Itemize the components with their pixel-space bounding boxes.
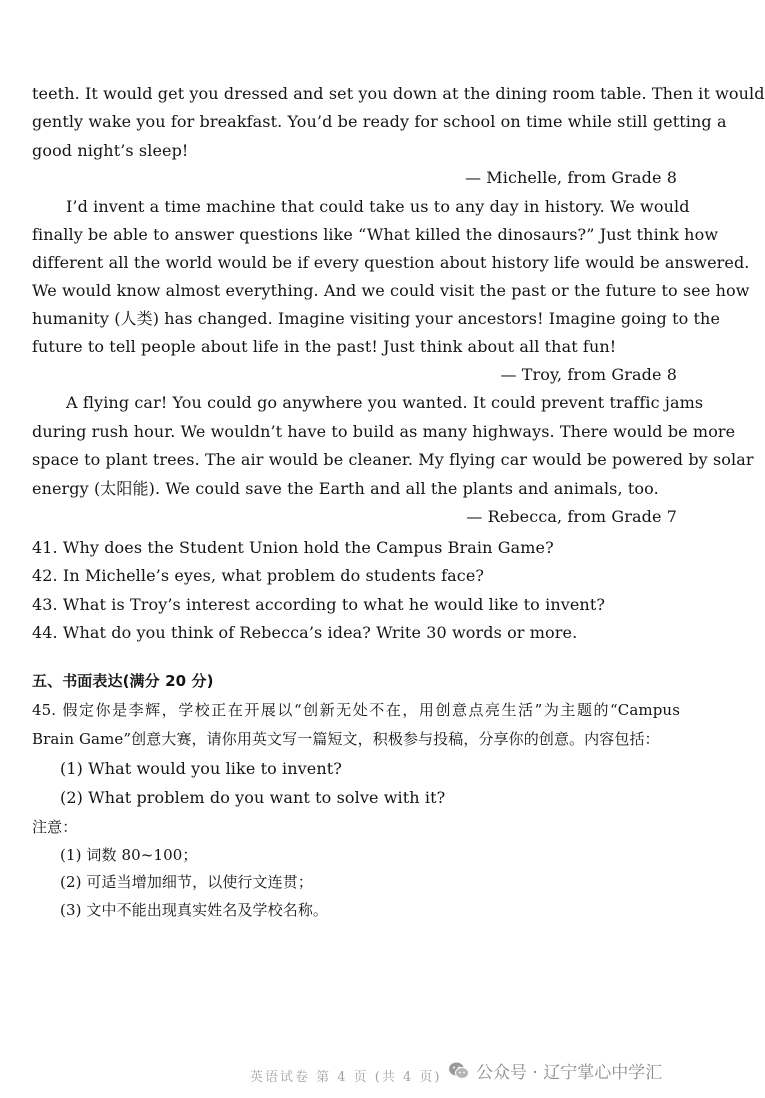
passage-line: I’d invent a time machine that could take us to any day in history. We would: [66, 197, 690, 216]
passage-line: gently wake you for breakfast. You’d be ready for school on time while still getting a: [32, 112, 727, 131]
passage-line: space to plant trees. The air would be cleaner. My flying car would be powered by solar: [32, 450, 754, 469]
prompt-line: 45. 假定你是李辉，学校正在开展以“创新无处不在，用创意点亮生活”为主题的“Campus: [32, 701, 680, 719]
page-footer: 英语试卷 第 4 页 (共 4 页): [250, 1070, 442, 1085]
note-item: (3) 文中不能出现真实姓名及学校名称。: [60, 901, 329, 919]
passage-line: finally be able to answer questions like “What killed the dinosaurs?” Just think how: [32, 225, 719, 244]
wechat-icon: [448, 1061, 470, 1081]
question-41: 41. Why does the Student Union hold the Campus Brain Game?: [32, 538, 554, 557]
passage-line: future to tell people about life in the past! Just think about all that fun!: [32, 337, 617, 356]
notes-title: 注意：: [32, 818, 78, 836]
watermark: [448, 1058, 662, 1083]
passage-line: A flying car! You could go anywhere you wanted. It could prevent traffic jams: [66, 393, 704, 412]
passage-line: humanity (人类) has changed. Imagine visiting your ancestors! Imagine going to the: [32, 309, 721, 328]
prompt-line: Brain Game”创意大赛，请你用英文写一篇短文，积极参与投稿，分享你的创意。内容包括：: [32, 730, 660, 748]
passage-line: energy (太阳能). We could save the Earth and all the plants and animals, too.: [32, 479, 659, 498]
passage-line: We would know almost everything. And we could visit the past or the future to see how: [32, 281, 750, 300]
signature-michelle: — Michelle, from Grade 8: [464, 168, 677, 187]
section-title: 五、书面表达(满分 20 分): [32, 672, 214, 690]
content-point: (2) What problem do you want to solve with it?: [60, 788, 446, 807]
passage-line: during rush hour. We wouldn’t have to build as many highways. There would be more: [32, 422, 736, 441]
question-42: 42. In Michelle’s eyes, what problem do students face?: [32, 566, 485, 585]
passage-line: good night’s sleep!: [32, 141, 189, 160]
signature-rebecca: — Rebecca, from Grade 7: [466, 507, 677, 526]
signature-troy: — Troy, from Grade 8: [500, 365, 677, 384]
note-item: (1) 词数 80~100；: [60, 846, 198, 864]
note-item: (2) 可适当增加细节，以使行文连贯；: [60, 873, 313, 891]
passage-line: different all the world would be if every question about history life would be answered.: [32, 253, 750, 272]
question-44: 44. What do you think of Rebecca’s idea? Write 30 words or more.: [32, 623, 578, 642]
content-point: (1) What would you like to invent?: [60, 759, 342, 778]
passage-line: teeth. It would get you dressed and set you down at the dining room table. Then it would: [32, 84, 765, 103]
question-43: 43. What is Troy’s interest according to what he would like to invent?: [32, 595, 606, 614]
watermark-text: 公众号 · 辽宁掌心中学汇: [476, 1063, 663, 1083]
